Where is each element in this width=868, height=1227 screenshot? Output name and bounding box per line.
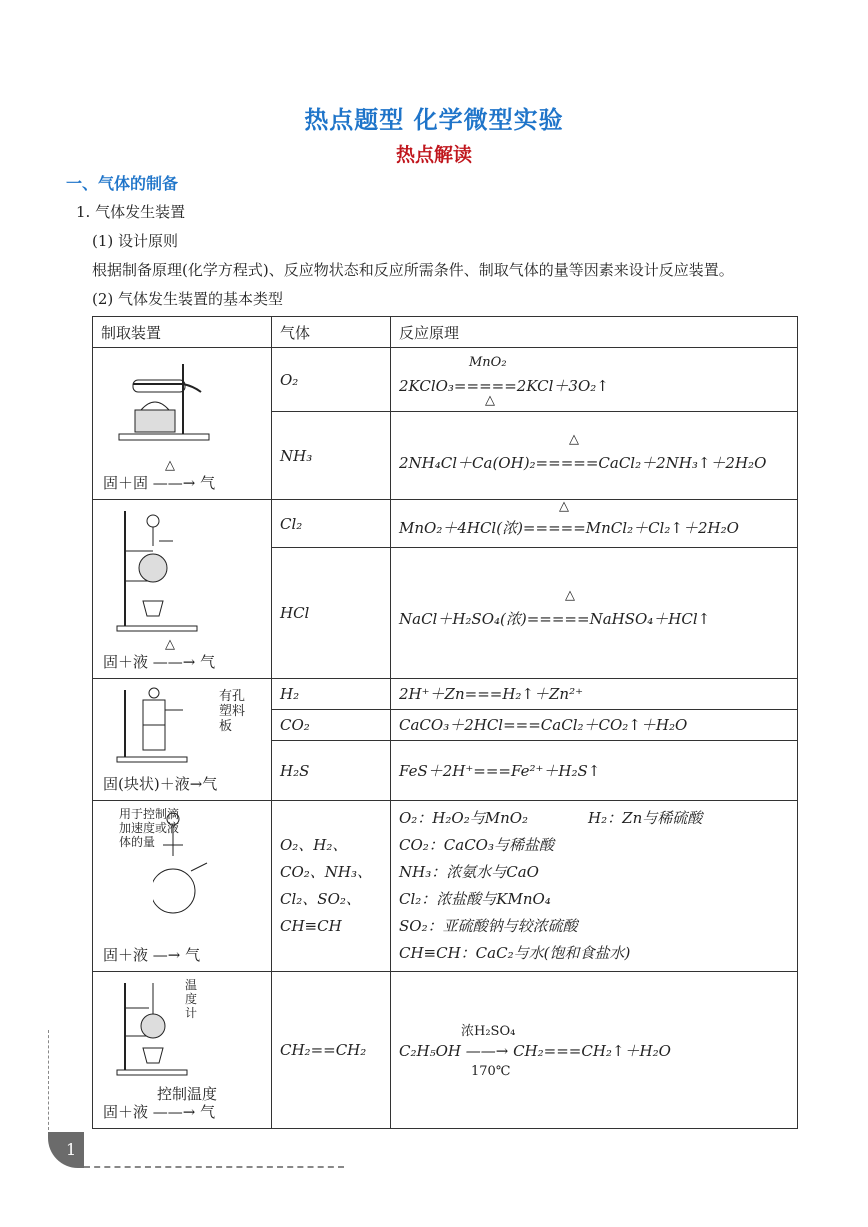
equation-text: C₂H₅OH ——→ CH₂===CH₂↑＋H₂O [399, 1041, 671, 1060]
condition-label: 固(块状)＋液→气 [103, 775, 218, 793]
reagent-item: Cl₂：浓盐酸与KMnO₄ [399, 890, 551, 908]
equation-cell [391, 500, 798, 548]
table-header-row [93, 317, 798, 348]
subitem-heading: (1) 设计原则 [92, 232, 179, 250]
col-header: 反应原理 [391, 317, 798, 348]
apparatus-cell [93, 801, 272, 972]
equation-cell: 2H⁺＋Zn===H₂↑＋Zn²⁺ [391, 679, 798, 710]
page-title: 热点题型 化学微型实验 [304, 106, 564, 134]
col-header: 气体 [272, 317, 391, 348]
temperature-mark: 170℃ [471, 1063, 511, 1079]
equation-text: NaCl＋H₂SO₄(浓)=====NaHSO₄＋HCl↑ [399, 609, 711, 628]
solid-liquid-heating-apparatus-icon [113, 506, 243, 636]
solid-solid-heating-apparatus-icon [113, 354, 243, 464]
equation-cell [391, 348, 798, 412]
equation-cell: FeS＋2H⁺===Fe²⁺＋H₂S↑ [391, 741, 798, 801]
catalyst-mark: 浓H₂SO₄ [461, 1023, 516, 1039]
equation-cell: CaCO₃＋2HCl===CaCl₂＋CO₂↑＋H₂O [391, 709, 798, 741]
gas-cell [272, 801, 391, 972]
gas-item: CO₂、NH₃、 [280, 863, 373, 881]
reagent-item: SO₂：亚硫酸钠与较浓硫酸 [399, 917, 578, 935]
gas-cell: H₂S [272, 741, 391, 801]
equation-text: MnO₂＋4HCl(浓)=====MnCl₂＋Cl₂↑＋2H₂O [399, 519, 739, 538]
reagent-item: O₂：H₂O₂与MnO₂ [399, 809, 529, 827]
heat-mark: △ [559, 499, 569, 515]
apparatus-cell [93, 500, 272, 679]
item-heading: 1. 气体发生装置 [76, 203, 186, 221]
equation-text: 2NH₄Cl＋Ca(OH)₂=====CaCl₂＋2NH₃↑＋2H₂O [399, 454, 767, 473]
condition-mark: 控制温度 [157, 1085, 218, 1103]
condition-label: 固＋液 ——→ 气 [103, 653, 216, 671]
margin-divider [48, 1030, 49, 1130]
equation-cell [391, 412, 798, 500]
table-row [93, 500, 798, 548]
table-row [93, 348, 798, 412]
table-row [93, 801, 798, 972]
gas-cell: HCl [272, 548, 391, 679]
footer-divider [84, 1166, 344, 1168]
separatory-funnel-apparatus-icon [153, 811, 213, 921]
gas-item: O₂、H₂、 [280, 836, 348, 854]
page-number: 1 [66, 1140, 77, 1159]
col-header: 制取装置 [93, 317, 272, 348]
equation-cell [391, 548, 798, 679]
page-number-badge [48, 1132, 84, 1168]
apparatus-cell [93, 972, 272, 1129]
heat-mark: △ [485, 393, 495, 409]
gas-generator-table [92, 316, 798, 1129]
table-row [93, 679, 798, 710]
apparatus-label: 有孔塑料板 [219, 689, 246, 734]
reagent-item: CO₂：CaCO₃与稀盐酸 [399, 836, 554, 854]
heat-mark: △ [165, 458, 175, 473]
equation-text: 2KClO₃=====2KCl＋3O₂↑ [399, 377, 609, 396]
gas-cell: CO₂ [272, 709, 391, 741]
subitem-heading: (2) 气体发生装置的基本类型 [92, 290, 284, 308]
condition-label: 固＋固 ——→ 气 [103, 474, 216, 492]
heat-mark: △ [565, 587, 575, 603]
reagent-item: CH≡CH：CaC₂与水(饱和食盐水) [399, 944, 631, 962]
reagent-item: NH₃：浓氨水与CaO [399, 863, 539, 881]
reagent-item: H₂：Zn与稀硫酸 [588, 809, 703, 827]
gas-cell: CH₂==CH₂ [272, 972, 391, 1129]
gas-cell: NH₃ [272, 412, 391, 500]
catalyst-mark: MnO₂ [469, 355, 507, 371]
gas-cell: Cl₂ [272, 500, 391, 548]
heat-mark: △ [569, 432, 579, 448]
condition-label: 固＋液 —→ 气 [103, 946, 201, 964]
gas-cell: H₂ [272, 679, 391, 710]
table-row [93, 972, 798, 1129]
apparatus-label: 温度计 [185, 978, 198, 1020]
reagent-cell [391, 801, 798, 972]
gas-cell: O₂ [272, 348, 391, 412]
apparatus-cell [93, 679, 272, 801]
gas-item: CH≡CH [280, 917, 342, 935]
page-subtitle: 热点解读 [395, 144, 472, 166]
apparatus-cell [93, 348, 272, 500]
heat-mark: △ [165, 637, 175, 652]
apparatus-label: 用于控制滴加速度或液体的量 [119, 807, 180, 849]
porous-plate-apparatus-icon [113, 685, 223, 765]
principle-text: 根据制备原理(化学方程式)、反应物状态和反应所需条件、制取气体的量等因素来设计反应装置。 [92, 261, 734, 279]
gas-item: Cl₂、SO₂、 [280, 890, 361, 908]
section-heading: 一、气体的制备 [66, 174, 179, 193]
condition-label: 固＋液 ——→ 气 [103, 1103, 216, 1121]
equation-cell [391, 972, 798, 1129]
